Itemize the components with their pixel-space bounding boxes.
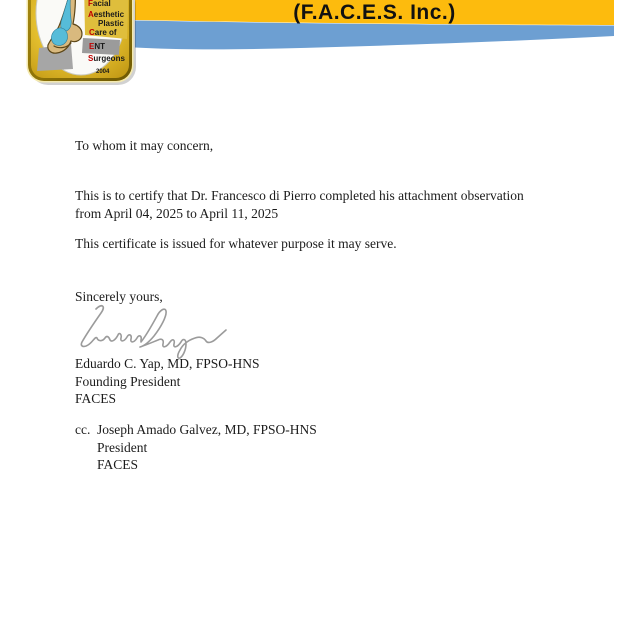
cc-org: FACES	[97, 457, 139, 472]
closing-text: Sincerely yours,	[75, 289, 163, 304]
logo-year: 2004	[96, 69, 110, 75]
salutation-text: To whom it may concern,	[75, 138, 214, 153]
certification-line-1: This is to certify that Dr. Francesco di Pierro completed his attachment observation	[75, 188, 524, 203]
cc-label: cc.	[75, 422, 91, 437]
banner-swoosh-shape	[135, 21, 614, 50]
signature-image	[74, 299, 242, 363]
signer-block	[75, 355, 260, 408]
logo-word-aesthetic: Aesthetic	[88, 10, 125, 19]
cc-block	[75, 421, 317, 474]
certification-line-2: from April 04, 2025 to April 11, 2025	[75, 205, 279, 221]
signature-stroke	[81, 306, 226, 358]
signer-org: FACES	[75, 391, 117, 406]
logo-word-ent: ENT	[89, 42, 106, 51]
signer-title: Founding President	[75, 373, 181, 389]
org-abbreviation-title: (F.A.C.E.S. Inc.)	[293, 1, 456, 24]
purpose-paragraph: This certificate is issued for whatever purpose it may serve.	[75, 236, 397, 251]
certification-paragraph	[75, 187, 524, 222]
cc-name: Joseph Amado Galvez, MD, FPSO-HNS	[97, 422, 317, 437]
logo-word-plastic: Plastic	[98, 19, 124, 28]
logo-word-facial: Facial	[88, 0, 111, 8]
faces-logo	[26, 0, 137, 86]
logo-word-surgeons: Surgeons	[88, 54, 125, 63]
logo-word-care-of: Care of	[89, 28, 117, 37]
signer-name: Eduardo C. Yap, MD, FPSO-HNS	[75, 356, 260, 371]
cc-title: President	[97, 439, 148, 455]
